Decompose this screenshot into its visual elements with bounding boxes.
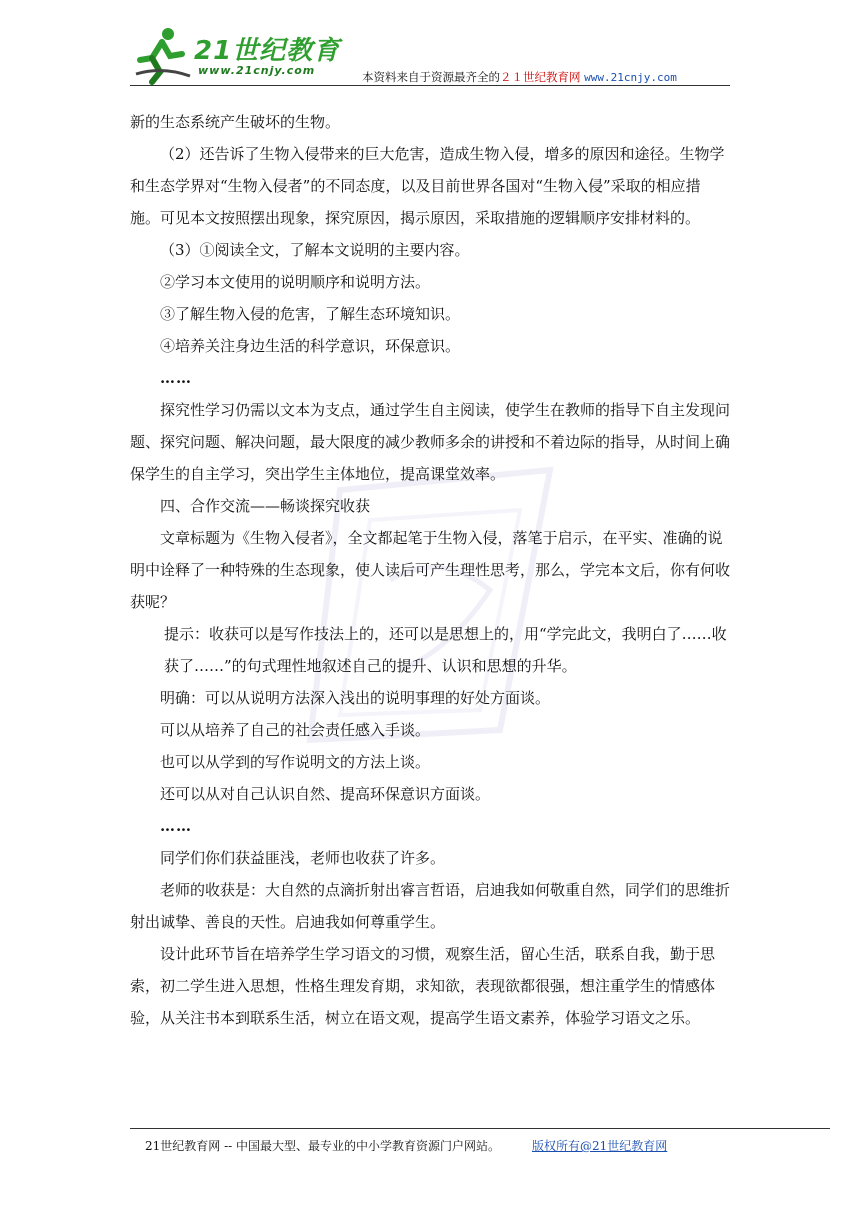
paragraph: 新的生态系统产生破坏的生物。 — [130, 113, 341, 131]
document-body — [130, 106, 730, 1034]
list-item: ②学习本文使用的说明顺序和说明方法。 — [160, 273, 431, 291]
logo-brand-text: 21世纪教育 — [194, 36, 341, 66]
ellipsis: …… — [160, 369, 192, 387]
ellipsis: …… — [160, 817, 192, 835]
paragraph: 探究性学习仍需以文本为支点，通过学生自主阅读，使学生在教师的指导下自主发现问题、探究问题、解决问题，最大限度的减少教师多余的讲授和不着边际的指导，从时间上确保学生的自主学习，突出学生主体地位，提高课堂效率。 — [130, 401, 731, 483]
header-divider — [130, 85, 730, 86]
footer-text: 21世纪教育网 -- 中国最大型、最专业的中小学教育资源门户网站。 — [145, 1139, 501, 1153]
list-item: ④培养关注身边生活的科学意识，环保意识。 — [160, 337, 461, 355]
paragraph: 可以从培养了自己的社会责任感入手谈。 — [160, 721, 431, 739]
paragraph: 也可以从学到的写作说明文的方法上谈。 — [160, 753, 431, 771]
paragraph: 老师的收获是：大自然的点滴折射出睿言哲语，启迪我如何敬重自然，同学们的思维折射出诚挚、善良的天性。启迪我如何尊重学生。 — [130, 881, 731, 931]
section-heading: 四、合作交流——畅谈探究收获 — [160, 497, 371, 515]
paragraph: 还可以从对自己认识自然、提高环保意识方面谈。 — [160, 785, 491, 803]
paragraph: 文章标题为《生物入侵者》，全文都起笔于生物入侵，落笔于启示，在平实、准确的说明中诠释了一种特殊的生态现象，使人读后可产生理性思考，那么，学完本文后，你有何收获呢？ — [130, 529, 731, 611]
header-note-prefix: 本资料来自于资源最齐全的 — [362, 70, 500, 84]
header-note — [362, 69, 677, 85]
site-logo[interactable] — [132, 24, 342, 86]
page-header — [0, 0, 860, 95]
header-note-url[interactable]: www.21cnjy.com — [584, 71, 677, 84]
paragraph: 设计此环节旨在培养学生学习语文的习惯，观察生活，留心生活，联系自我，勤于思索，初二学生进入思想，性格生理发育期，求知欲，表现欲都很强，想注重学生的情感体验，从关注书本到联系生活，树立在语文观，提高学生语文素养，体验学习语文之乐。 — [130, 945, 716, 1027]
paragraph: 同学们你们获益匪浅，老师也收获了许多。 — [160, 849, 446, 867]
paragraph: 提示：收获可以是写作技法上的，还可以是思想上的，用“学完此文，我明白了……收获了……”的句式理性地叙述自己的提升、认识和思想的升华。 — [164, 625, 727, 675]
paragraph: 明确：可以从说明方法深入浅出的说明事理的好处方面谈。 — [160, 689, 551, 707]
logo-url-text: www.21cnjy.com — [198, 64, 316, 77]
footer-divider — [130, 1128, 830, 1129]
list-item: ③了解生物入侵的危害，了解生态环境知识。 — [160, 305, 461, 323]
copyright-link[interactable]: 版权所有@21世纪教育网 — [532, 1139, 668, 1153]
header-note-site[interactable]: ２１世纪教育网 — [500, 70, 581, 84]
runner-logo-icon — [132, 24, 194, 86]
page-footer — [145, 1137, 667, 1154]
paragraph: （3）①阅读全文，了解本文说明的主要内容。 — [160, 241, 470, 259]
paragraph: （2）还告诉了生物入侵带来的巨大危害，造成生物入侵，增多的原因和途径。生物学和生态学界对“生物入侵者”的不同态度，以及目前世界各国对“生物入侵”采取的相应措施。可见本文按照摆出现象，探究原因，揭示原因，采取措施的逻辑顺序安排材料的。 — [130, 145, 725, 227]
